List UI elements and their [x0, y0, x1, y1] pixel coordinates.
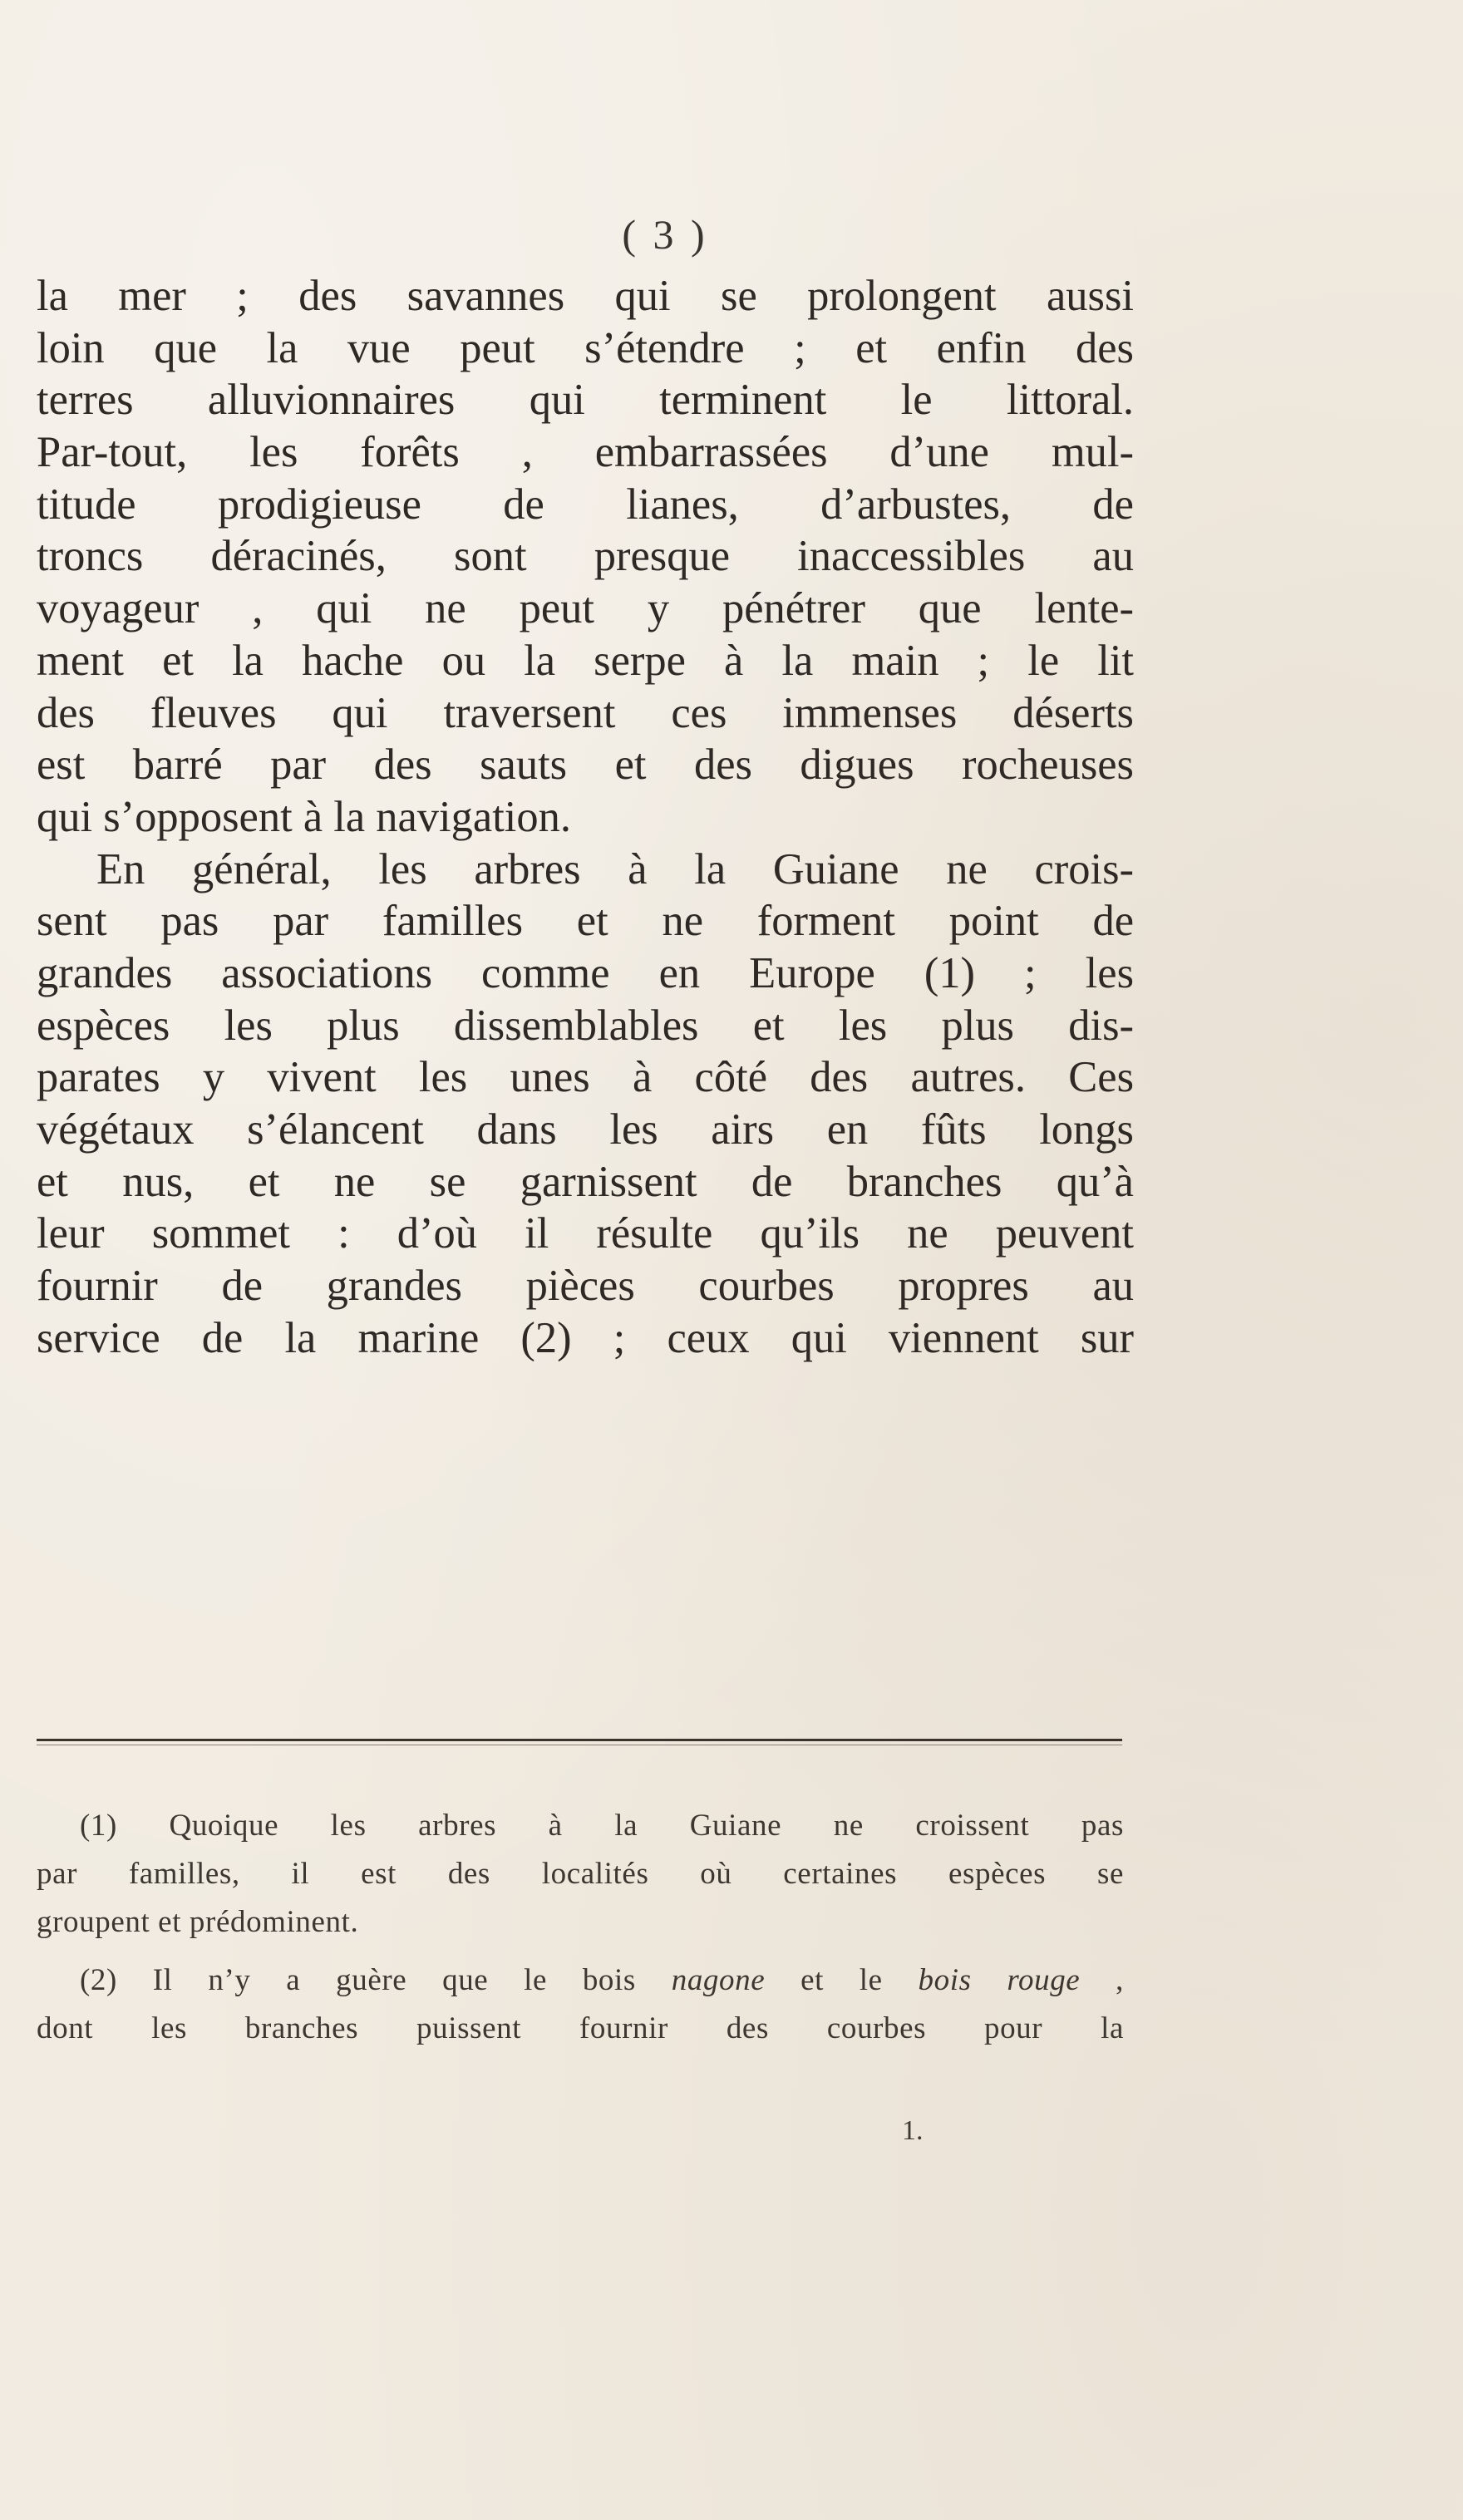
text-line: parates y vivent les unes à côté des autres. Ces	[37, 1053, 1134, 1102]
page-number: ( 3 )	[622, 211, 708, 258]
footnote-1-line-1: (1) Quoique les arbres à la Guiane ne croissent pas	[80, 1809, 1124, 1843]
text-line: espèces les plus dissemblables et les plus dis-	[37, 1001, 1134, 1050]
footnote-1-line-3: groupent et prédominent.	[37, 1905, 359, 1939]
footnote-2-suffix: ,	[1080, 1963, 1125, 1997]
text-line: est barré par des sauts et des digues rocheuses	[37, 741, 1134, 790]
footnote-2-middle: et le	[765, 1963, 919, 1997]
text-line: troncs déracinés, sont presque inaccessibles au	[37, 532, 1134, 581]
text-line: sent pas par familles et ne forment point de	[37, 897, 1134, 946]
text-line: service de la marine (2) ; ceux qui viennent sur	[37, 1313, 1134, 1362]
main-text	[37, 270, 1134, 1364]
footnote-1-line-2: par familles, il est des localités où certaines espèces se	[37, 1857, 1124, 1891]
footnote-2-italic-bois-rouge: bois rouge	[918, 1963, 1081, 1997]
text-line: ment et la hache ou la serpe à la main ; le lit	[37, 636, 1134, 685]
text-line: grandes associations comme en Europe (1) ; les	[37, 948, 1134, 997]
footnotes	[37, 1802, 1124, 2053]
text-line: voyageur , qui ne peut y pénétrer que lente-	[37, 584, 1134, 633]
footnote-2-italic-nagone: nagone	[671, 1963, 766, 1997]
text-line: qui s’opposent à la navigation.	[37, 792, 571, 841]
footnote-2-line-2: dont les branches puissent fournir des courbes pour la	[37, 2011, 1124, 2045]
text-line: leur sommet : d’où il résulte qu’ils ne peuvent	[37, 1209, 1134, 1258]
text-line: titude prodigieuse de lianes, d’arbustes, de	[37, 480, 1134, 529]
paragraph-start-line: En général, les arbres à la Guiane ne crois-	[96, 844, 1134, 893]
footnote-2-prefix: (2) Il n’y a guère que le bois	[80, 1963, 672, 1997]
footnote-separator-rule	[37, 1739, 1122, 1741]
text-line: et nus, et ne se garnissent de branches qu’à	[37, 1157, 1134, 1206]
footnote-2-line-1	[37, 1956, 1124, 2005]
text-line: Par-tout, les forêts , embarrassées d’une mul-	[37, 428, 1134, 477]
signature-mark: 1.	[902, 2115, 924, 2146]
text-line: fournir de grandes pièces courbes propres au	[37, 1262, 1134, 1311]
text-line: végétaux s’élancent dans les airs en fûts longs	[37, 1105, 1134, 1154]
text-line: loin que la vue peut s’étendre ; et enfin des	[37, 323, 1134, 372]
text-line: terres alluvionnaires qui terminent le littoral.	[37, 376, 1134, 425]
text-line: des fleuves qui traversent ces immenses déserts	[37, 688, 1134, 737]
text-line: la mer ; des savannes qui se prolongent aussi	[37, 272, 1134, 320]
